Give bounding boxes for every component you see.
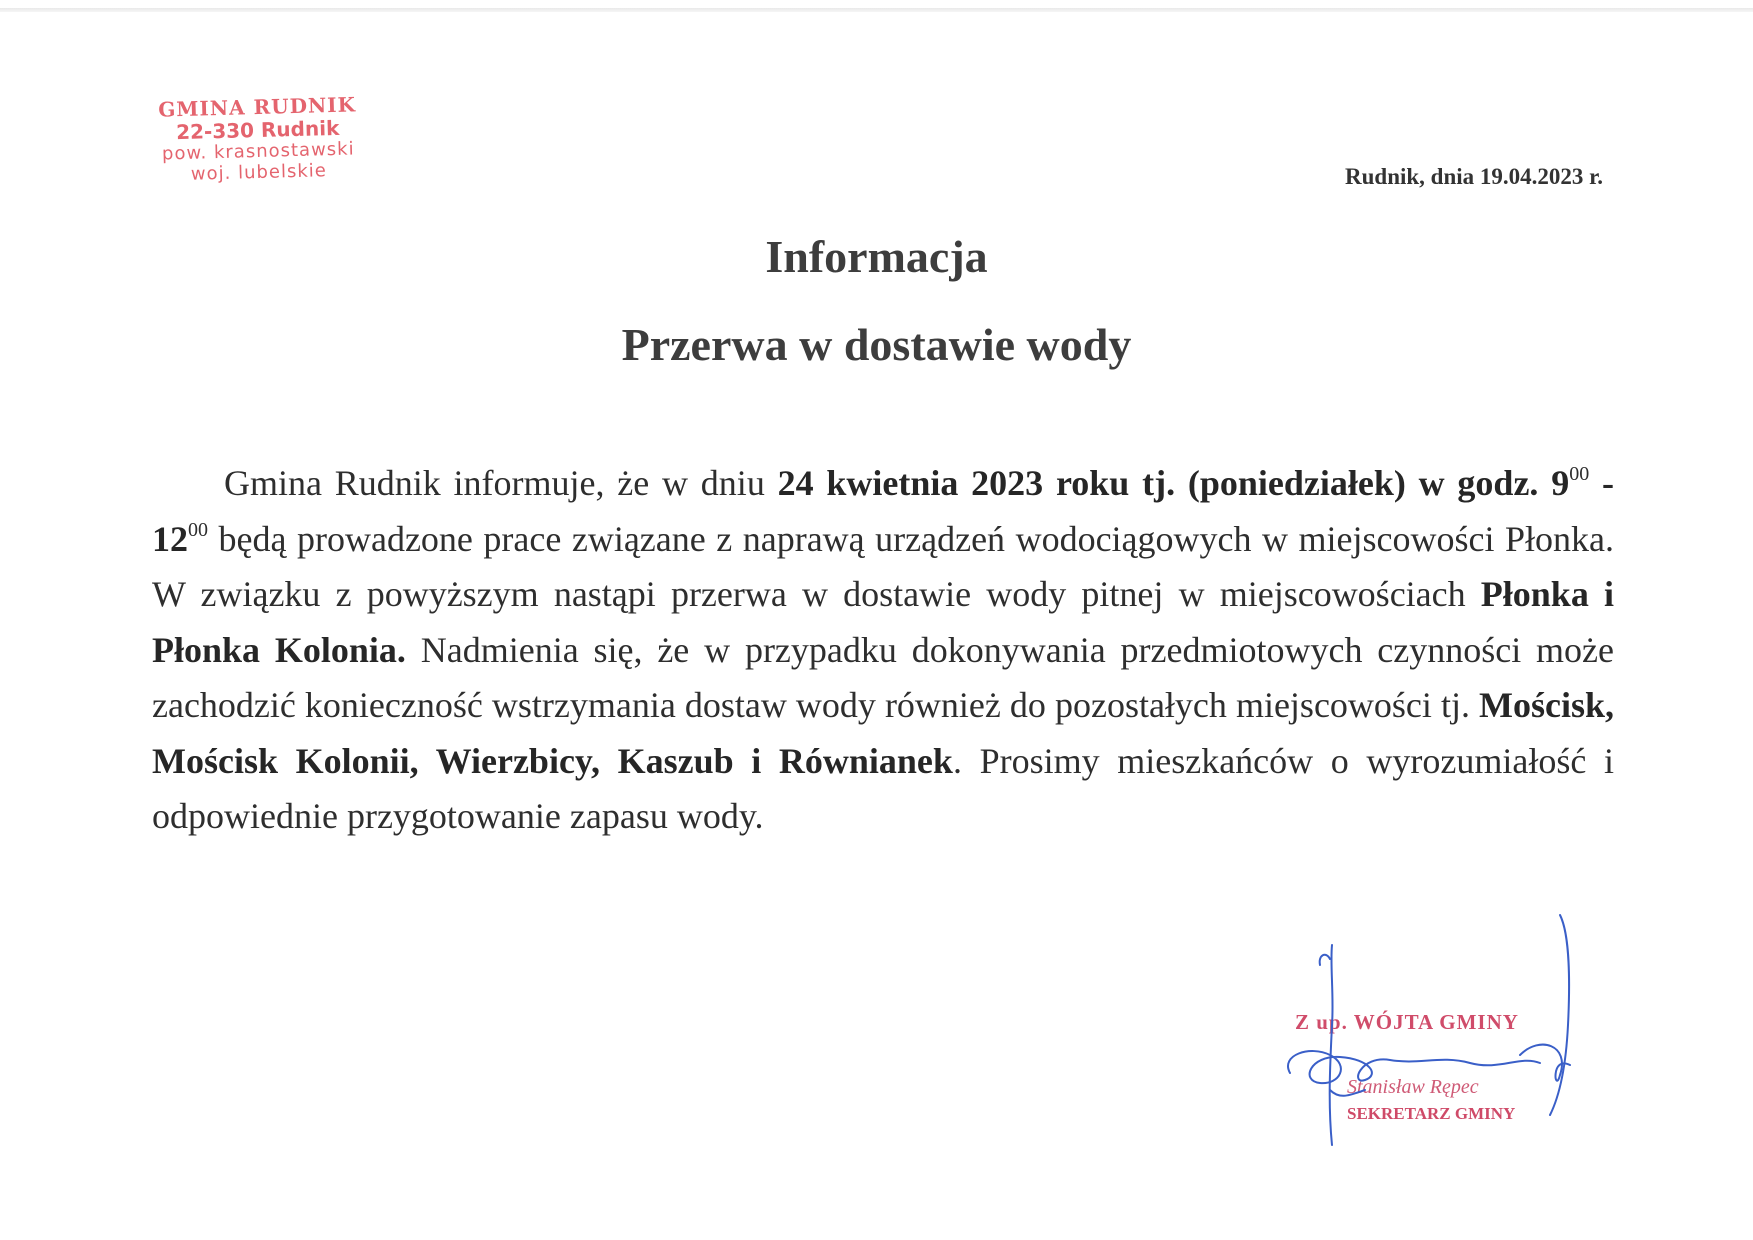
- paragraph-sup-1: 00: [1569, 463, 1590, 485]
- paragraph-text-2: będą prowadzone prace związane z naprawą urządzeń wodociągowych w miejscowości Płonka. W związku z powyższym nastąpi przerwa w dostawie wody pitnej w miejscowościach: [152, 518, 1614, 614]
- signature-name: Stanisław Rępec: [1347, 1076, 1479, 1098]
- stamp-line-3: pow. krasnostawski: [161, 138, 355, 165]
- document-title: Informacja: [765, 231, 988, 282]
- paragraph-text-4: . Prosimy mieszkańców o wyrozumiałość i odpowiednie przygotowanie zapasu wody.: [152, 740, 1614, 836]
- paragraph-localities-2: Mościsk, Mościsk Kolonii, Wierzbicy, Kaszub i Równianek: [152, 685, 1614, 781]
- stamp-line-2: 22-330 Rudnik: [175, 115, 340, 145]
- signature-position: SEKRETARZ GMINY: [1347, 1104, 1516, 1123]
- paragraph-text-1: Gmina Rudnik informuje, że w dniu: [224, 463, 778, 503]
- paragraph-text-3: Nadmienia się, że w przypadku dokonywania przedmiotowych czynności może zachodzić konieczność wstrzymania dostaw wody również do pozostałych miejscowości tj.: [152, 629, 1615, 725]
- scan-edge-line: [0, 8, 1753, 12]
- document-subtitle: Przerwa w dostawie wody: [621, 319, 1132, 370]
- signature-authority: Z up. WÓJTA GMINY: [1295, 1010, 1519, 1034]
- paragraph-sup-2: 00: [188, 518, 208, 541]
- notice-paragraph: [152, 456, 1614, 845]
- stamp-line-4: woj. lubelskie: [190, 159, 328, 185]
- paragraph-date-time-2: - 12: [152, 463, 1614, 559]
- paragraph-localities-1: Płonka i Płonka Kolonia.: [152, 574, 1614, 670]
- document-date: Rudnik, dnia 19.04.2023 r.: [1345, 164, 1603, 189]
- paragraph-date-time-1: 24 kwietnia 2023 roku tj. (poniedziałek) w godz. 9: [777, 463, 1570, 503]
- handwritten-signature: [1270, 905, 1600, 1170]
- municipal-stamp: [127, 93, 389, 187]
- stamp-line-1: GMINA RUDNIK: [157, 92, 357, 122]
